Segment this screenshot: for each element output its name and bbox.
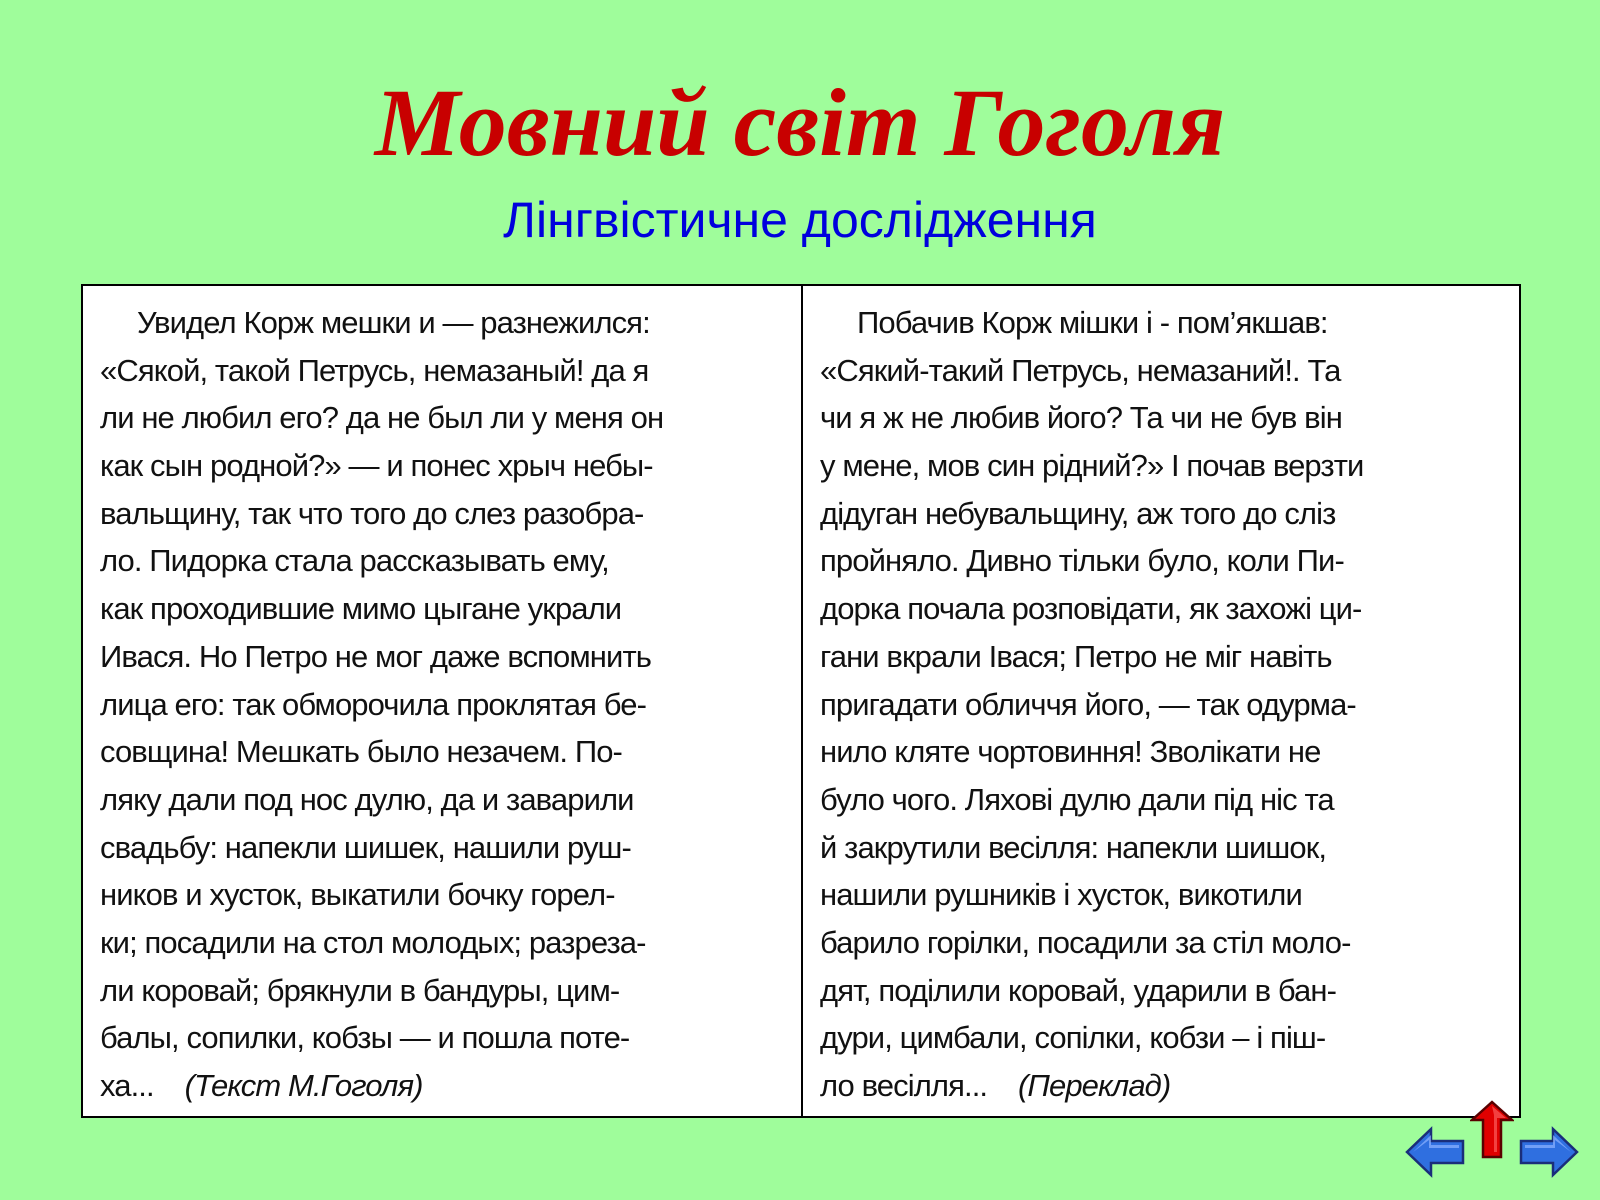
original-line: ки; посадили на стол молодых; разреза- (100, 924, 646, 960)
original-line: свадьбу: напекли шишек, нашили руш- (100, 829, 631, 865)
original-line: как сын родной?» — и понес хрыч небы- (100, 448, 653, 484)
original-line: Ивася. Но Петро не мог даже вспомнить (100, 638, 651, 674)
original-line: как проходившие мимо цыгане украли (100, 591, 622, 627)
original-line: совщина! Мешкать было незачем. По- (100, 734, 622, 770)
original-last-line-text: ха... (100, 1068, 154, 1103)
original-line: Увидел Корж мешки и — разнежился: (137, 305, 650, 340)
nav-back-button[interactable] (1405, 1126, 1467, 1178)
slide-subtitle: Лінгвістичне дослідження (503, 192, 1097, 248)
translation-last-line-text: ло весілля... (820, 1068, 988, 1103)
original-line: ли коровай; брякнули в бандуры, цим- (100, 972, 620, 1008)
translation-line: дідуган небувальщину, аж того до сліз (820, 495, 1336, 531)
translation-source-label: (Переклад) (1018, 1068, 1171, 1103)
original-line: балы, сопилки, кобзы — и пошла поте- (100, 1020, 630, 1056)
original-line: «Сякой, такой Петрусь, немазаный! да я (100, 352, 649, 388)
arrow-left-icon (1405, 1126, 1467, 1178)
arrow-right-icon (1517, 1126, 1579, 1178)
original-text-column (83, 286, 803, 1116)
translation-line: й закрутили весілля: напекли шишок, (820, 829, 1327, 865)
translation-last-line (820, 1062, 1509, 1110)
translation-text-column (803, 286, 1519, 1116)
translation-line: Побачив Корж мішки і - пом’якшав: (857, 305, 1328, 340)
original-line: ляку дали под нос дулю, да и заварили (100, 781, 634, 817)
translation-line: пригадати обличчя його, — так одурма- (820, 686, 1356, 722)
comparison-table (81, 284, 1521, 1118)
translation-line: гани вкрали Івася; Петро не міг навіть (820, 638, 1332, 674)
translation-line: барило горілки, посадили за стіл моло- (820, 924, 1351, 960)
translation-line: нашили рушників і хусток, викотили (820, 877, 1302, 913)
original-last-line (100, 1062, 791, 1110)
translation-line: дорка почала розповідати, як захожі ци- (820, 591, 1362, 627)
original-line: лица его: так обморочила проклятая бе- (100, 686, 647, 722)
slide-title: Мовний світ Гоголя (374, 69, 1226, 176)
translation-line: пройняло. Дивно тільки було, коли Пи- (820, 543, 1344, 579)
original-line: вальщину, так что того до слез разобра- (100, 495, 644, 531)
nav-next-button[interactable] (1517, 1126, 1579, 1178)
translation-line: було чого. Ляхові дулю дали під ніс та (820, 781, 1334, 817)
translation-line: дури, цимбали, сопілки, кобзи – і піш- (820, 1020, 1326, 1056)
original-line: ников и хусток, выкатили бочку горел- (100, 877, 615, 913)
translation-line: у мене, мов син рідний?» І почав верзти (820, 448, 1364, 484)
translation-line: «Сякий-такий Петрусь, немазаний!. Та (820, 352, 1341, 388)
arrow-up-icon (1470, 1100, 1514, 1160)
translation-line: чи я ж не любив його? Та чи не був він (820, 400, 1342, 436)
translation-line: нило кляте чортовиння! Зволікати не (820, 734, 1321, 770)
translation-line: дят, поділили коровай, ударили в бан- (820, 972, 1337, 1008)
original-source-label: (Текст М.Гоголя) (184, 1068, 423, 1103)
nav-home-button[interactable] (1470, 1100, 1514, 1160)
original-line: ли не любил его? да не был ли у меня он (100, 400, 664, 436)
original-line: ло. Пидорка стала рассказывать ему, (100, 543, 609, 579)
